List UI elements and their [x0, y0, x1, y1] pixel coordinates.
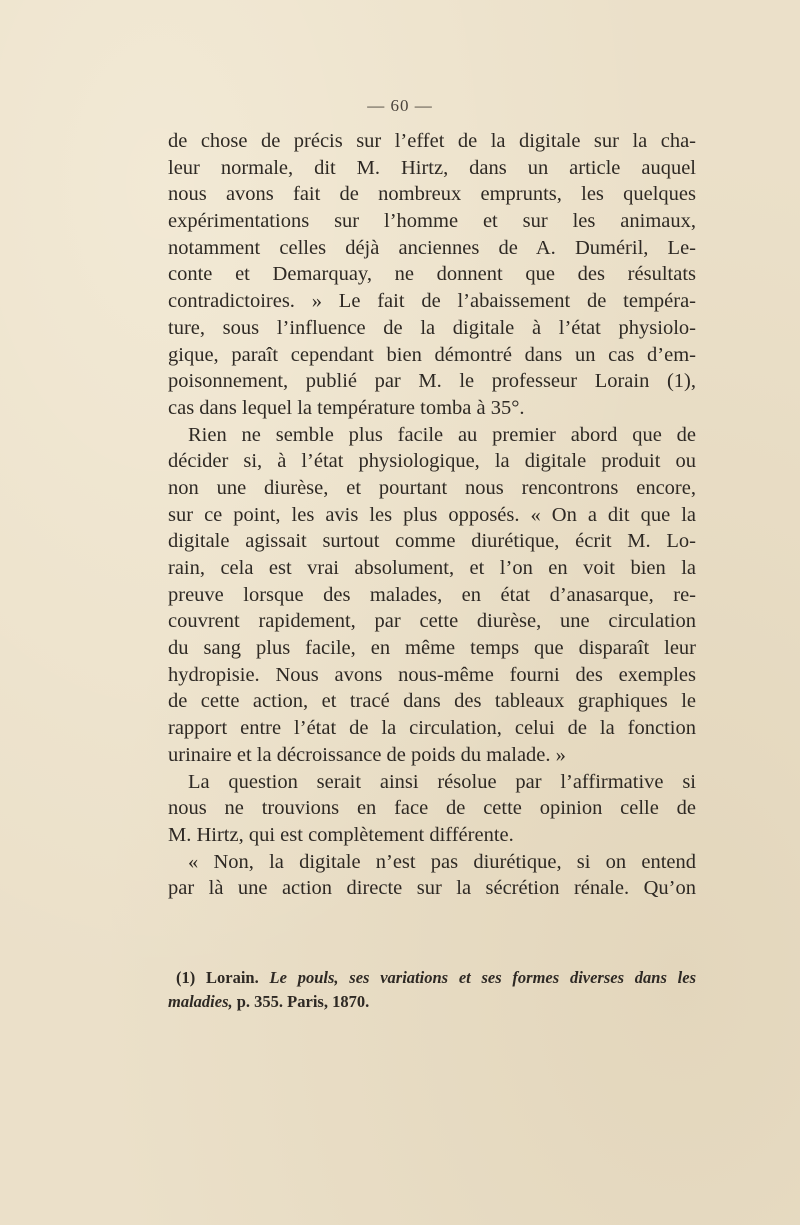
text-line: décider si, à l’état physiologique, la digitale produit ou	[168, 450, 696, 473]
text-line: non une diurèse, et pourtant nous rencontrons encore,	[168, 476, 696, 499]
text-line: gique, paraît cependant bien démontré dans un cas d’em-	[168, 343, 696, 366]
text-line: de chose de précis sur l’effet de la digitale sur la cha-	[168, 130, 696, 152]
text-line: leur normale, dit M. Hirtz, dans un article auquel	[168, 156, 696, 179]
text-line: rain, cela est vrai absolument, et l’on en voit bien la	[168, 557, 696, 579]
text-line: du sang plus facile, en même temps que disparaît leur	[168, 637, 696, 660]
text-line: hydropisie. Nous avons nous-même fourni des exemples	[168, 663, 696, 686]
text-line: urinaire et la décroissance de poids du malade. »	[168, 743, 566, 766]
text-line: Rien ne semble plus facile au premier abord que de	[188, 423, 696, 446]
text-line: conte et Demarquay, ne donnent que des résultats	[168, 263, 696, 286]
page-number: — 60 —	[367, 96, 433, 115]
text-line: nous avons fait de nombreux emprunts, les quelques	[168, 183, 696, 206]
text-line: preuve lorsque des malades, en état d’anasarque, re-	[168, 583, 696, 606]
text-line: « Non, la digitale n’est pas diurétique, si on entend	[188, 850, 696, 873]
footnote-title-part2: maladies,	[168, 992, 233, 1011]
footnote-title-part1: Le pouls, ses variations et ses formes diverses dans les	[269, 968, 696, 987]
text-line: ture, sous l’influence de la digitale à l’état physiolo-	[168, 316, 696, 339]
body-text	[168, 128, 696, 902]
text-line: nous ne trouvions en face de cette opinion celle de	[168, 797, 696, 820]
text-line: expérimentations sur l’homme et sur les animaux,	[168, 210, 696, 233]
footnote	[168, 966, 696, 1014]
footnote-author: (1) Lorain.	[176, 968, 259, 987]
text-line: rapport entre l’état de la circulation, celui de la fonction	[168, 717, 696, 740]
text-line: La question serait ainsi résolue par l’affirmative si	[188, 770, 696, 793]
text-line: par là une action directe sur la sécrétion rénale. Qu’on	[168, 877, 696, 900]
text-line: couvrent rapidement, par cette diurèse, une circulation	[168, 610, 696, 633]
footnote-line-2	[168, 990, 696, 1014]
text-line: de cette action, et tracé dans des tableaux graphiques le	[168, 690, 696, 713]
text-line: notamment celles déjà anciennes de A. Duméril, Le-	[168, 236, 696, 259]
footnote-line-1	[168, 966, 696, 990]
text-line: M. Hirtz, qui est complètement différente.	[168, 823, 514, 846]
text-line: digitale agissait surtout comme diurétique, écrit M. Lo-	[168, 530, 696, 553]
text-line: sur ce point, les avis les plus opposés. « On a dit que la	[168, 503, 696, 526]
footnote-reference: p. 355. Paris, 1870.	[236, 992, 370, 1011]
text-line: poisonnement, publié par M. le professeur Lorain (1),	[168, 370, 696, 393]
text-line: contradictoires. » Le fait de l’abaissement de tempéra-	[168, 290, 696, 313]
text-line: cas dans lequel la température tomba à 35°.	[168, 396, 525, 419]
